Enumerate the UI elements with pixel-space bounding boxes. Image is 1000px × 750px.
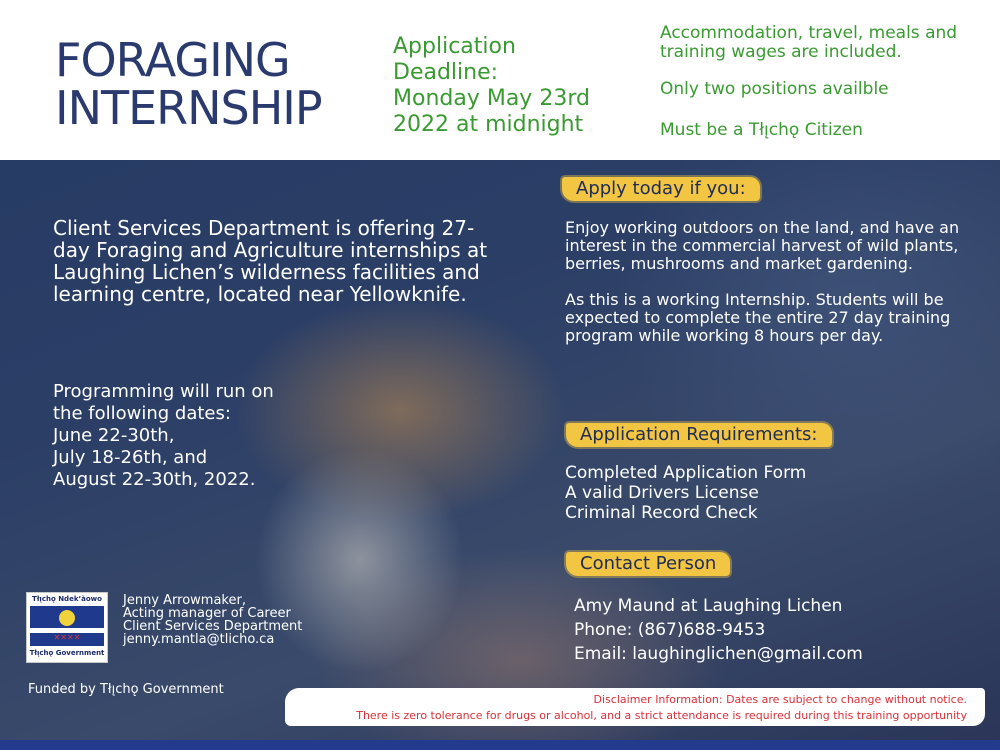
requirement-item: Criminal Record Check: [565, 503, 758, 523]
contact-phone: Phone: (867)688-9453: [574, 620, 766, 640]
bottom-bar: [0, 740, 1000, 750]
header-band: [0, 0, 1000, 160]
requirement-item: Completed Application Form: [565, 463, 807, 483]
apply-paragraph-2: As this is a working Internship. Students will be expected to complete the entire 27 day training program while working 8 hours per day.: [565, 290, 951, 345]
contact-info: [574, 594, 954, 666]
signature-line: Acting manager of Career: [123, 606, 291, 621]
logo-top-text: Tłı̨chǫ Ndek’àowo: [32, 595, 102, 603]
logo-flag-icon: [30, 606, 104, 646]
sun-icon: [59, 610, 75, 626]
apply-paragraph-1: Enjoy working outdoors on the land, and have an interest in the commercial harvest of wild plants, berries, mushrooms and market gardening.: [565, 218, 960, 273]
signature-line: jenny.mantla@tlicho.ca: [123, 632, 275, 647]
tlicho-government-logo: [26, 592, 108, 663]
contact-email: Email: laughinglichen@gmail.com: [574, 644, 863, 664]
deadline-line: 2022 at midnight: [393, 112, 584, 137]
application-deadline: [393, 34, 633, 138]
logo-marks: ✕✕✕✕: [53, 633, 81, 642]
requirement-item: A valid Drivers License: [565, 483, 759, 503]
signature-block: [123, 594, 363, 646]
requirements-list: [565, 463, 945, 523]
programming-line: July 18-26th, and: [53, 447, 208, 468]
contact-heading-badge: Contact Person: [566, 552, 730, 576]
deadline-line: Monday May 23rd: [393, 86, 590, 111]
apply-heading-badge: Apply today if you:: [562, 177, 760, 201]
disclaimer-line-2: There is zero tolerance for drugs or alcohol, and a strict attendance is required during this training opportunity: [356, 709, 967, 722]
programming-dates: [53, 381, 383, 491]
programming-line: Programming will run on: [53, 381, 274, 402]
title-line-1: FORAGING: [55, 33, 290, 87]
programming-line: the following dates:: [53, 403, 231, 424]
disclaimer-box: [285, 688, 985, 726]
disclaimer-line-1: Disclaimer Information: Dates are subject to change without notice.: [593, 693, 967, 706]
deadline-line: Application: [393, 34, 516, 59]
signature-line: Jenny Arrowmaker,: [123, 593, 246, 608]
title-line-2: INTERNSHIP: [55, 81, 322, 135]
deadline-line: Deadline:: [393, 60, 499, 85]
note-positions: Only two positions availble: [660, 79, 889, 99]
page-title: [55, 33, 322, 135]
logo-bottom-text: Tłı̨chǫ Government: [29, 649, 105, 657]
programming-line: June 22-30th,: [53, 425, 175, 446]
intro-text: Client Services Department is offering 27-day Foraging and Agriculture internships at Laughing Lichen’s wilderness facilities and learning centre, located near Yellowknife.: [53, 216, 488, 306]
requirements-heading-badge: Application Requirements:: [566, 423, 832, 447]
contact-name: Amy Maund at Laughing Lichen: [574, 596, 843, 616]
header-notes: [660, 24, 995, 140]
apply-text: [565, 219, 990, 345]
note-citizen: Must be a Tłı̨chǫ Citizen: [660, 120, 863, 140]
funded-by-text: Funded by Tłı̨chǫ Government: [28, 682, 224, 697]
note-included: Accommodation, travel, meals and training wages are included.: [660, 23, 958, 62]
signature-line: Client Services Department: [123, 619, 303, 634]
programming-line: August 22-30th, 2022.: [53, 469, 256, 490]
